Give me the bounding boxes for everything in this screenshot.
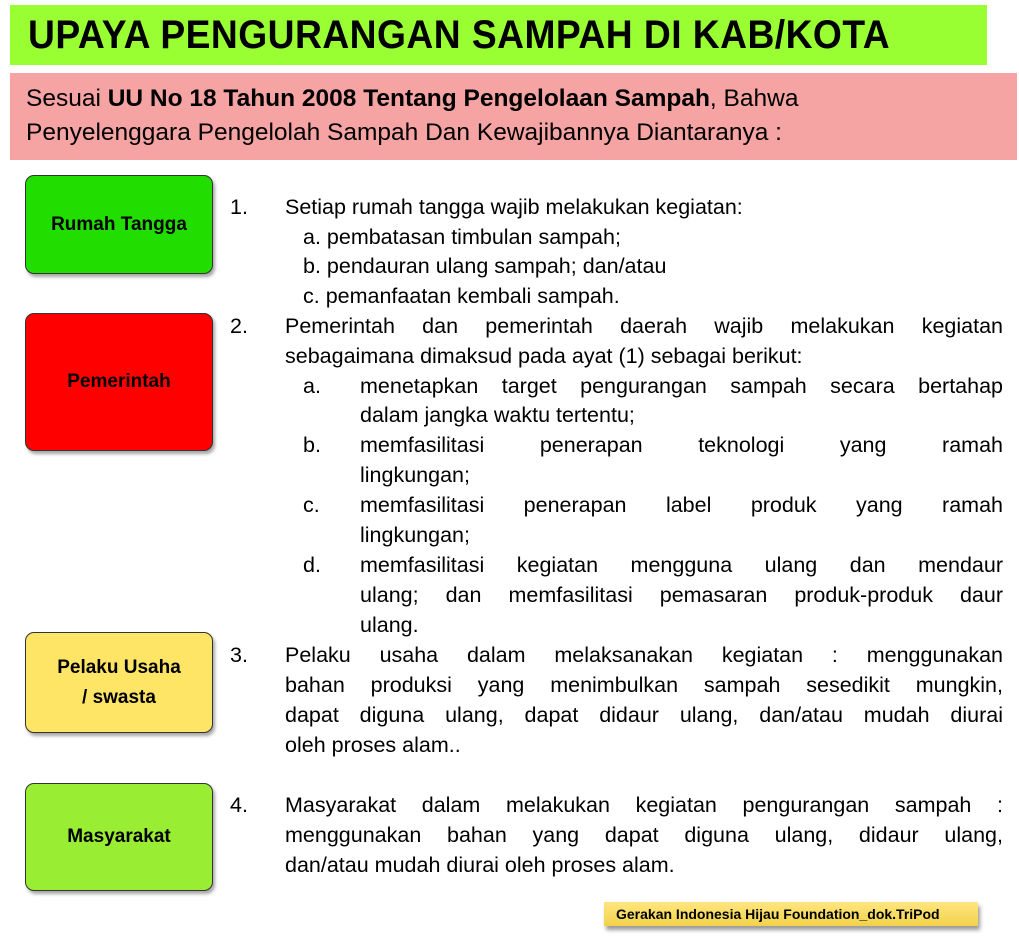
sub-letter: b. [303,433,321,457]
item-number: 1. [230,195,248,219]
item-text: lingkungan; [360,463,470,487]
item-text: ulang; dan memfasilitasi pemasaran produk-produk daur [360,583,1003,607]
footer-credit: Gerakan Indonesia Hijau Foundation_dok.TriPod [604,902,978,926]
item-text: oleh proses alam.. [285,733,461,757]
item-number: 3. [230,643,248,667]
item-text: Masyarakat dalam melakukan kegiatan pengurangan sampah : [285,793,1003,817]
item-text: menetapkan target pengurangan sampah secara bertahap [360,374,1003,398]
item-text: Pemerintah dan pemerintah daerah wajib melakukan kegiatan [285,314,1003,338]
item-text: sebagaimana dimaksud pada ayat (1) sebagai berikut: [285,344,803,368]
item-text: memfasilitasi penerapan label produk yang ramah [360,493,1003,517]
actor-masyarakat [25,783,213,891]
intro-pre: Sesuai [26,85,108,112]
actor-label-2: / swasta [82,686,156,708]
actor-label [57,653,181,713]
actor-label: Rumah Tangga [51,213,187,235]
sub-letter: c. [303,493,320,517]
item-text: menggunakan bahan yang dapat diguna ulang, didaur ulang, [285,823,1003,847]
item-text: lingkungan; [360,523,470,547]
item-text: c. pemanfaatan kembali sampah. [303,284,620,308]
item-text: b. pendauran ulang sampah; dan/atau [303,254,667,278]
page-title: UPAYA PENGURANGAN SAMPAH DI KAB/KOTA [28,13,891,57]
intro-banner [10,73,1017,160]
title-banner [10,5,987,65]
actor-pelaku-usaha [25,632,213,733]
item-text: Pelaku usaha dalam melaksanakan kegiatan : menggunakan [285,643,1003,667]
item-text: memfasilitasi kegiatan mengguna ulang dan mendaur [360,553,1003,577]
actor-pemerintah [25,313,213,451]
sub-letter: a. [303,374,321,398]
item-number: 2. [230,314,248,338]
item-text: a. pembatasan timbulan sampah; [303,225,621,249]
item-text: memfasilitasi penerapan teknologi yang ramah [360,433,1003,457]
intro-law: UU No 18 Tahun 2008 Tentang Pengelolaan Sampah [107,85,710,112]
item-text: Setiap rumah tangga wajib melakukan kegiatan: [285,195,743,219]
intro-line-1 [26,85,798,113]
sub-letter: d. [303,553,321,577]
item-number: 4. [230,793,248,817]
item-text: ulang. [360,613,419,637]
item-text: dalam jangka waktu tertentu; [360,403,635,427]
actor-label: Masyarakat [67,826,171,847]
actor-rumah-tangga [25,175,213,274]
item-text: dan/atau mudah diurai oleh proses alam. [285,853,675,877]
intro-post: , Bahwa [709,85,799,112]
item-text: dapat diguna ulang, dapat didaur ulang, dan/atau mudah diurai [285,703,1003,727]
actor-label-1: Pelaku Usaha [57,656,181,678]
item-text: bahan produksi yang menimbulkan sampah sesedikit mungkin, [285,673,1003,697]
actor-label: Pemerintah [67,371,171,392]
intro-line-2: Penyelenggara Pengelolah Sampah Dan Kewajibannya Diantaranya : [26,119,782,146]
